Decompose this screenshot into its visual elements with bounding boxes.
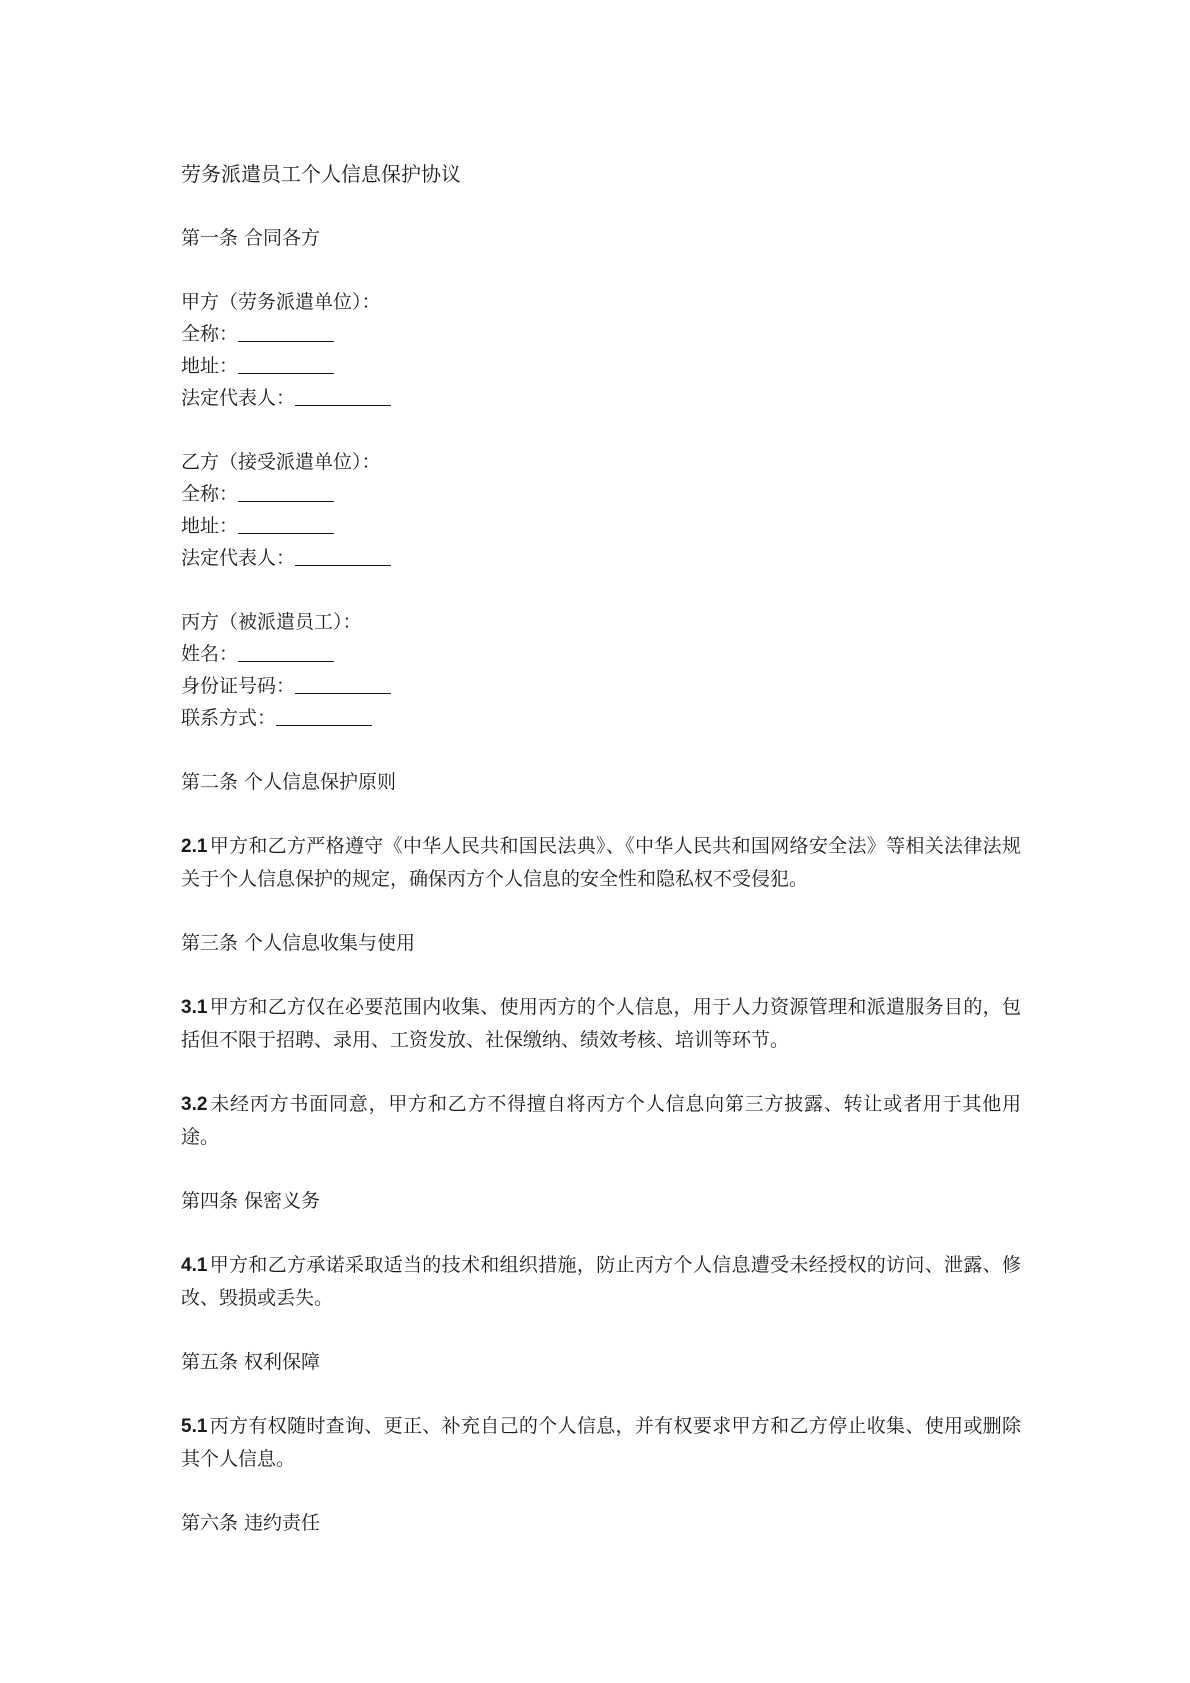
party-c-id-row: [181, 670, 1021, 702]
article-4-heading: 第四条 保密义务: [181, 1190, 321, 1212]
party-b-address-row: [181, 510, 1021, 542]
clause-text: 甲方和乙方承诺采取适当的技术和组织措施，防止丙方个人信息遭受未经授权的访问、泄露、修改、毁损或丢失。: [181, 1254, 1021, 1309]
party-b-name-blank: [238, 478, 334, 502]
clause-2-1: [181, 830, 1021, 895]
document-body: [181, 158, 1021, 1539]
party-c-contact-blank: [276, 702, 372, 726]
clause-number: 5.1: [181, 1416, 208, 1437]
party-a-name-row: [181, 318, 1021, 350]
party-a-address-row: [181, 350, 1021, 382]
clause-5-1: [181, 1410, 1021, 1475]
clause-number: 4.1: [181, 1255, 208, 1276]
clause-3-2: [181, 1088, 1021, 1153]
article-2-heading: 第二条 个人信息保护原则: [181, 771, 397, 793]
party-a-address-blank: [238, 350, 334, 374]
party-c-name-blank: [238, 638, 334, 662]
clause-text: 丙方有权随时查询、更正、补充自己的个人信息，并有权要求甲方和乙方停止收集、使用或删除其个人信息。: [181, 1415, 1021, 1470]
party-a-rep-label: 法定代表人：: [181, 387, 296, 409]
clause-text: 甲方和乙方严格遵守《中华人民共和国民法典》、《中华人民共和国网络安全法》等相关法律法规关于个人信息保护的规定，确保丙方个人信息的安全性和隐私权不受侵犯。: [181, 835, 1021, 890]
clause-number: 3.2: [181, 1094, 208, 1115]
party-c-contact-row: [181, 702, 1021, 734]
party-a-name-label: 全称：: [181, 323, 239, 345]
article-5-heading: 第五条 权利保障: [181, 1351, 321, 1373]
party-b-rep-blank: [295, 542, 391, 566]
clause-text: 未经丙方书面同意，甲方和乙方不得擅自将丙方个人信息向第三方披露、转让或者用于其他用途。: [181, 1093, 1021, 1148]
party-c-name-row: [181, 638, 1021, 670]
clause-text: 甲方和乙方仅在必要范围内收集、使用丙方的个人信息，用于人力资源管理和派遣服务目的，包括但不限于招聘、录用、工资发放、社保缴纳、绩效考核、培训等环节。: [181, 996, 1021, 1051]
clause-number: 3.1: [181, 997, 208, 1018]
article-1-heading: 第一条 合同各方: [181, 227, 321, 249]
party-c-contact-label: 联系方式：: [181, 707, 277, 729]
clause-4-1: [181, 1249, 1021, 1314]
party-a-heading: 甲方（劳务派遣单位）：: [181, 291, 381, 313]
document-title: 劳务派遣员工个人信息保护协议: [181, 162, 461, 186]
article-3-heading: 第三条 个人信息收集与使用: [181, 932, 416, 954]
party-a-rep-row: [181, 382, 1021, 414]
party-c-id-label: 身份证号码：: [181, 675, 296, 697]
party-c-id-blank: [295, 670, 391, 694]
clause-number: 2.1: [181, 836, 208, 857]
party-b-rep-label: 法定代表人：: [181, 547, 296, 569]
party-b-address-blank: [238, 510, 334, 534]
party-c-name-label: 姓名：: [181, 643, 239, 665]
party-c-heading: 丙方（被派遣员工）：: [181, 611, 362, 633]
party-a-address-label: 地址：: [181, 355, 239, 377]
party-b-name-label: 全称：: [181, 483, 239, 505]
party-b-rep-row: [181, 542, 1021, 574]
party-b-name-row: [181, 478, 1021, 510]
party-a-name-blank: [238, 318, 334, 342]
clause-3-1: [181, 991, 1021, 1056]
article-6-heading: 第六条 违约责任: [181, 1512, 321, 1534]
party-a-rep-blank: [295, 382, 391, 406]
party-b-heading: 乙方（接受派遣单位）：: [181, 451, 381, 473]
party-b-address-label: 地址：: [181, 515, 239, 537]
